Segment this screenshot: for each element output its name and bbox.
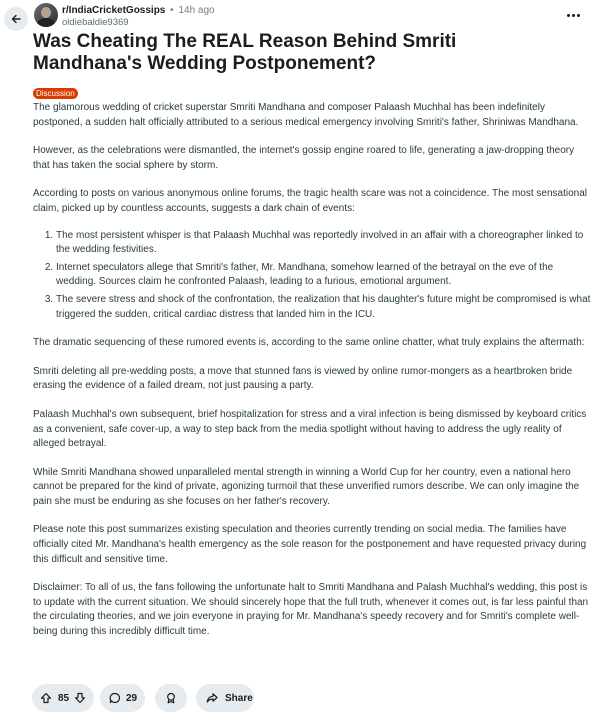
list-item: 1. The most persistent whisper is that Palaash Muchhal was reportedly involved in an affair with a choreographer linked to the wedding festivities.: [56, 229, 593, 258]
body-paragraph: Disclaimer: To all of us, the fans following the unfortunate halt to Smriti Mandhana and Palash Muchhal's wedding, this post is to update with the current situation. We should sincerely hope that the full truth, whenever it comes out, is far less painful than the circulating theories, and we join everyone in praying for Mr. Mandhana's speedy recovery and for Smriti's complete well-being during this incredibly difficult time.: [33, 582, 589, 638]
post-header: [0, 0, 601, 32]
vote-control: [32, 684, 94, 712]
body-paragraph: The dramatic sequencing of these rumored events is, according to the same online chatter, what truly explains the aftermath:: [33, 337, 585, 349]
award-icon: [165, 692, 177, 704]
upvote-button[interactable]: [40, 692, 52, 704]
post-flair[interactable]: Discussion: [33, 88, 78, 99]
subreddit-link[interactable]: r/IndiaCricketGossips: [62, 5, 166, 16]
author-avatar[interactable]: [34, 3, 58, 27]
back-arrow-icon: [10, 13, 22, 25]
body-paragraph: Please note this post summarizes existing speculation and theories currently trending on social media. The families have officially cited Mr. Mandhana's health emergency as the sole reason for the postponement and have requested privacy during this difficult and sensitive time.: [33, 524, 587, 565]
body-paragraph: While Smriti Mandhana showed unparalleled mental strength in winning a World Cup for her country, even a national hero cannot be prepared for the kind of private, agonizing turmoil that these unverified rumors describe. We can only imagine the pain she must be enduring as she focuses on her father's recovery.: [33, 466, 580, 507]
list-item: 2. Internet speculators allege that Smriti's father, Mr. Mandhana, somehow learned of the betrayal on the eve of the wedding. Sources claim he confronted Palaash, leading to a furious, emotional argument.: [56, 261, 593, 290]
meta-separator: •: [170, 5, 174, 16]
share-button[interactable]: [196, 684, 254, 712]
comments-button[interactable]: [100, 684, 145, 712]
upvote-icon: [40, 692, 52, 704]
share-label: Share: [225, 692, 253, 704]
share-icon: [206, 692, 218, 704]
downvote-icon: [74, 692, 86, 704]
vote-count: 85: [58, 692, 70, 704]
back-button[interactable]: [4, 7, 28, 31]
comment-count: 29: [126, 692, 138, 704]
post-title: Was Cheating The REAL Reason Behind Smriti Mandhana's Wedding Postponement?: [33, 31, 457, 74]
body-paragraph: Smriti deleting all pre-wedding posts, a move that stunned fans is viewed by online rumor-mongers as a heartbroken bride erasing the evidence of a failed dream, not just pausing a party.: [33, 365, 573, 392]
body-paragraph: According to posts on various anonymous online forums, the tragic health scare was not a coincidence. The most sensational claim, picked up by countless accounts, suggests a dark chain of events:: [33, 188, 588, 214]
post-meta: [62, 5, 215, 16]
post-body: [33, 101, 593, 640]
comment-icon: [109, 692, 121, 704]
list-item: 3. The severe stress and shock of the confrontation, the realization that his daughter's future might be compromised is what triggered the sudden, critical cardiac distress that landed him in the ICU.: [56, 293, 593, 322]
downvote-button[interactable]: [74, 692, 86, 704]
body-paragraph: Palaash Muchhal's own subsequent, brief hospitalization for stress and a viral infection is being dismissed by keyboard critics as a convenient, safe cover-up, a way to step back from the media spotlight without having to address the ugly reality of alleged betrayal.: [33, 408, 587, 450]
body-paragraph: The glamorous wedding of cricket superstar Smriti Mandhana and composer Palaash Muchhal has been indefinitely postponed, a sudden halt officially attributed to a serious medical emergency involving Smriti's father, Shriniwas Mandhana.: [33, 102, 579, 128]
post-time: 14h ago: [178, 5, 215, 16]
author-link[interactable]: oldiebaldie9369: [62, 17, 129, 28]
award-button[interactable]: [155, 684, 187, 712]
body-paragraph: However, as the celebrations were dismantled, the internet's gossip engine roared to life, generating a jaw-dropping theory that has taken the social sphere by storm.: [33, 145, 575, 171]
more-options-icon[interactable]: [563, 9, 583, 21]
post-action-bar: [0, 684, 601, 714]
rumor-list: [33, 229, 593, 323]
